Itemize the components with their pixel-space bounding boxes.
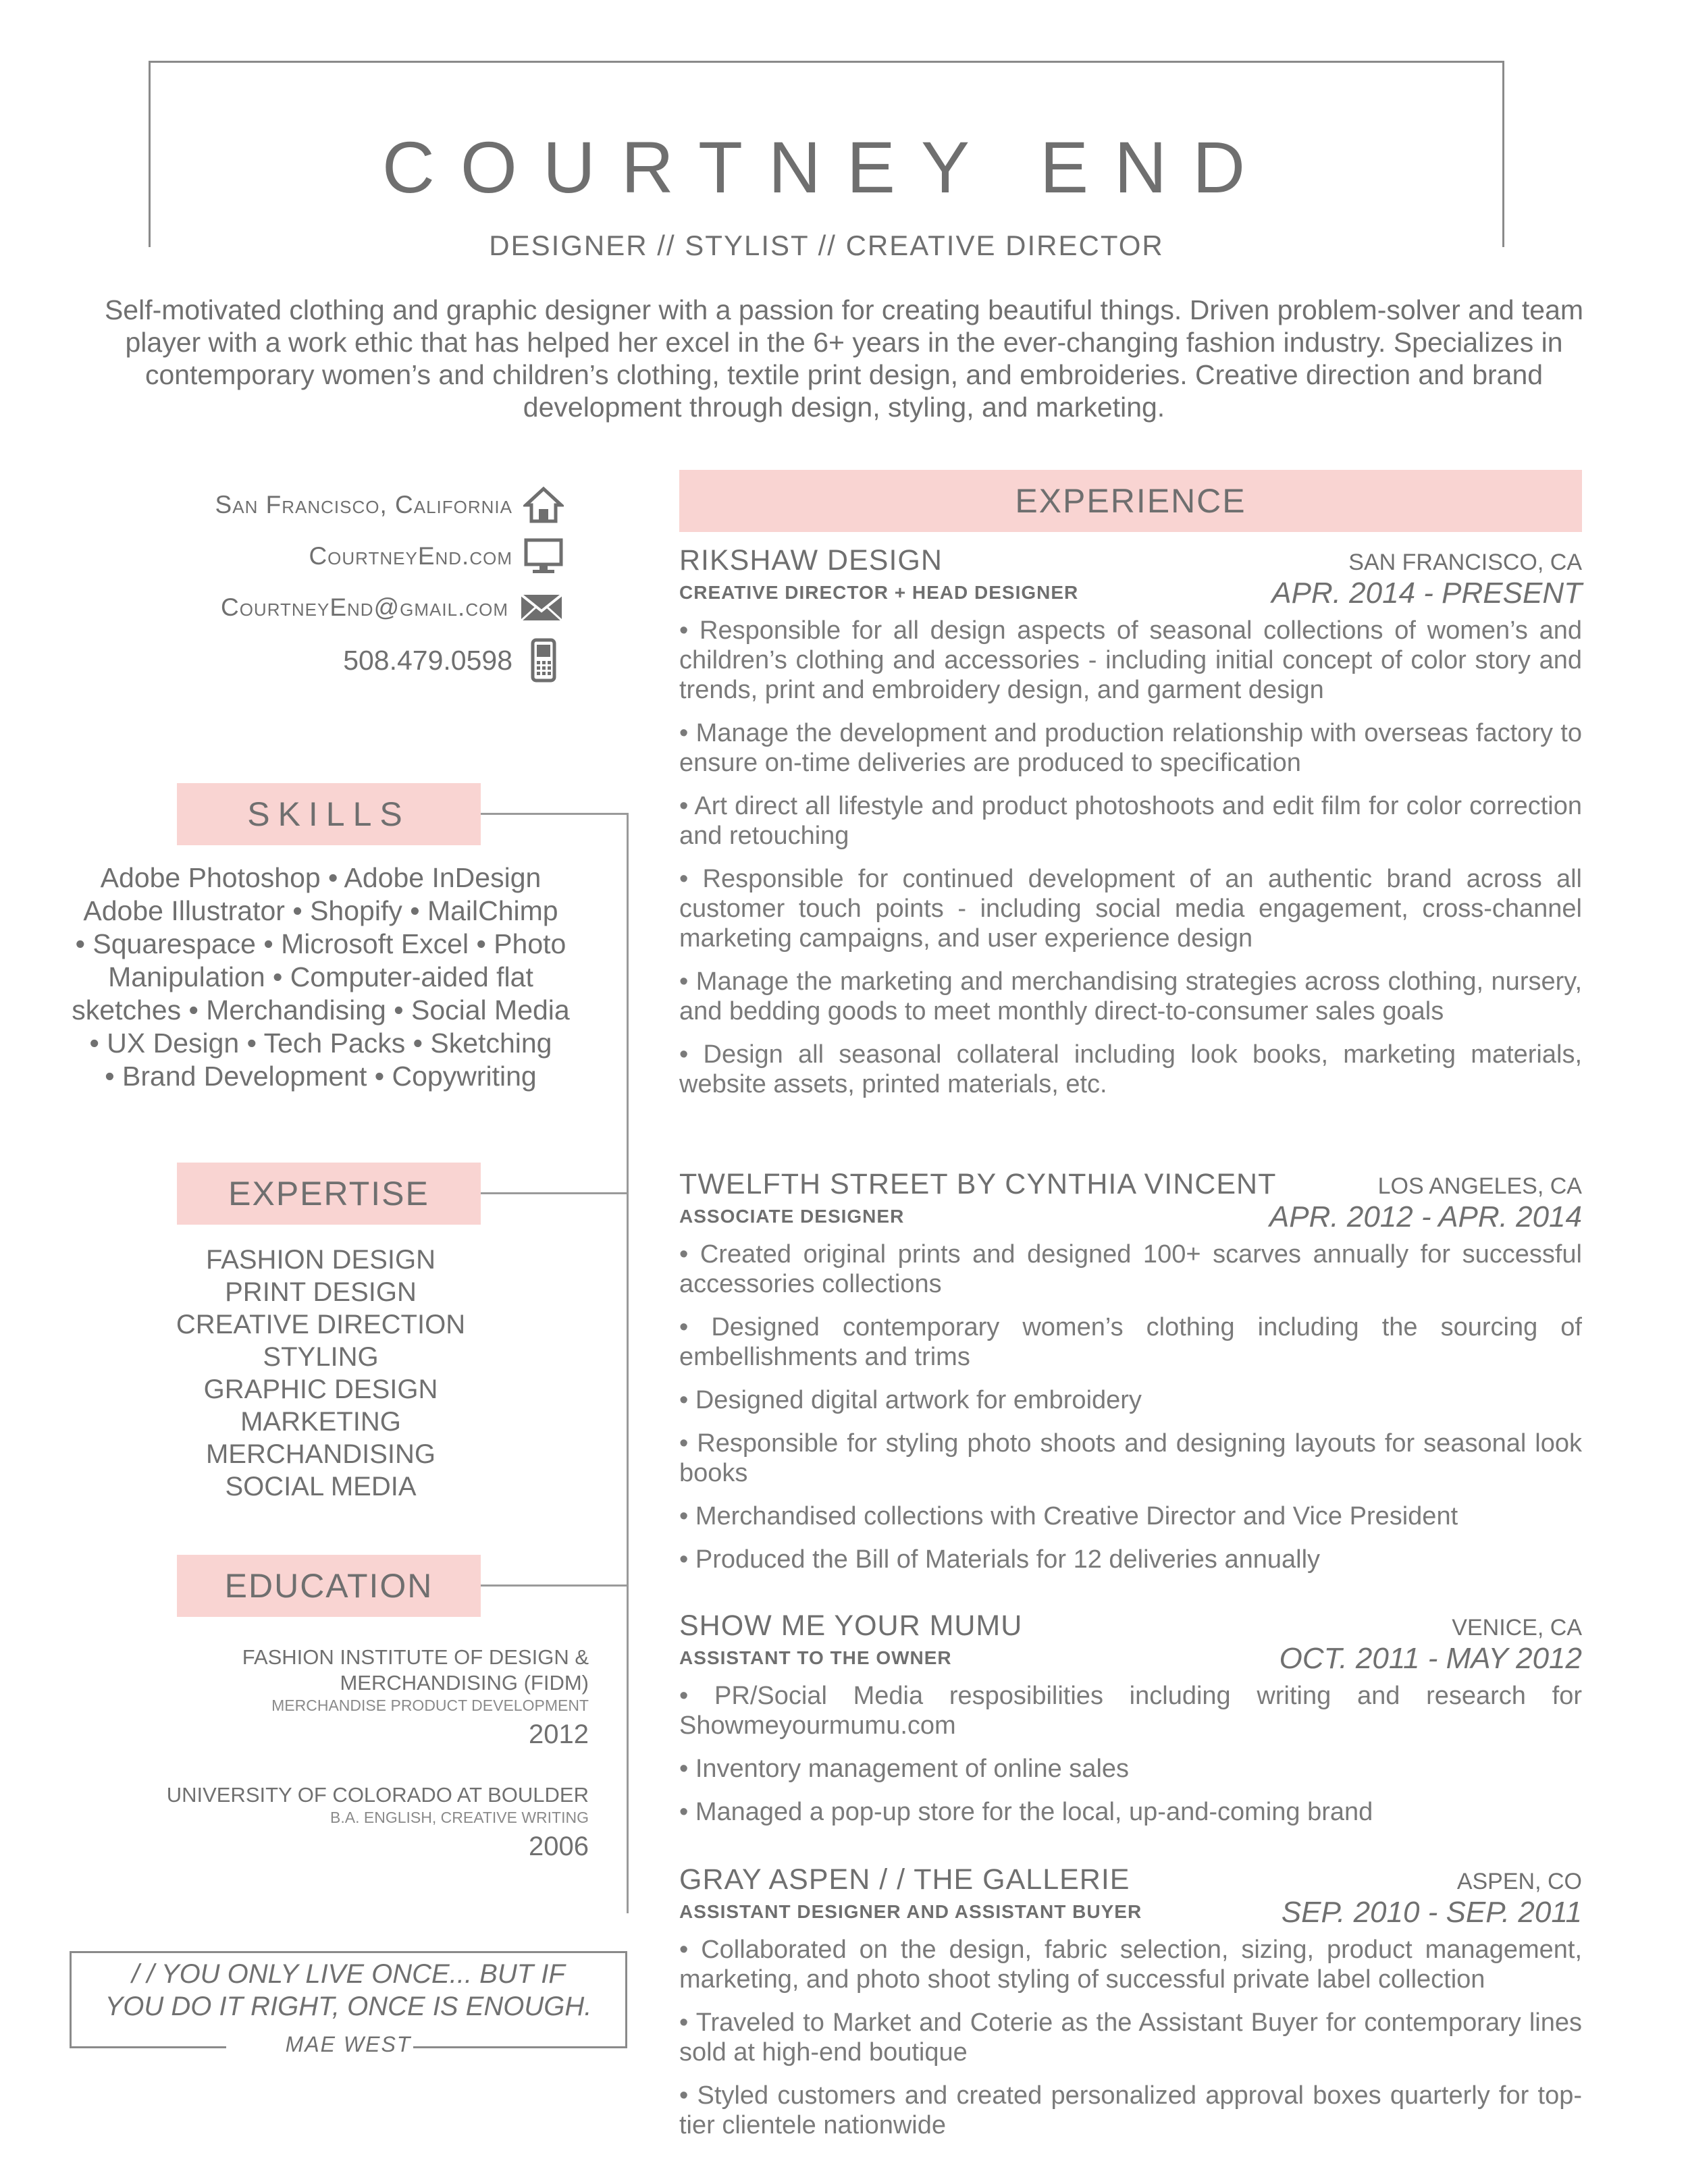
school-name-cont: MERCHANDISING (FIDM) <box>340 1671 589 1695</box>
expertise-item: MARKETING <box>240 1407 401 1437</box>
job-bullet: • Manage the development and production relationship with overseas factory to ensure on-time deliveries are produced to specification <box>679 719 1582 777</box>
job-bullet: • Created original prints and designed 100+ scarves annually for successful accessories collections <box>679 1240 1582 1298</box>
job-bullet: • Responsible for all design aspects of seasonal collections of women’s and children’s clothing and accessories - including initial concept of color story and trends, print and embroidery design, and garment design <box>679 616 1582 704</box>
skills-line: • Brand Development • Copywriting <box>105 1061 537 1092</box>
school-name: FASHION INSTITUTE OF DESIGN & <box>242 1645 589 1669</box>
quote-line: / / YOU ONLY LIVE ONCE... BUT IF <box>132 1959 565 1989</box>
skills-line: Adobe Photoshop • Adobe InDesign <box>100 862 542 893</box>
degree-text: MERCHANDISE PRODUCT DEVELOPMENT <box>271 1697 589 1714</box>
job-role: ASSISTANT TO THE OWNER <box>679 1647 952 1668</box>
website-link[interactable]: CourtneyEnd.com <box>309 542 512 570</box>
job-bullet: • Collaborated on the design, fabric selection, sizing, product management, marketing, and photo shoot styling of successful private label collection <box>679 1936 1582 1994</box>
graduation-year: 2012 <box>529 1720 589 1749</box>
job-bullet: • Managed a pop-up store for the local, up-and-coming brand <box>679 1798 1373 1826</box>
email-link[interactable]: CourtneyEnd@gmail.com <box>220 593 508 621</box>
job-location: ASPEN, CO <box>1456 1869 1582 1894</box>
skills-line: Manipulation • Computer-aided flat <box>108 961 533 992</box>
contact-location <box>215 486 564 524</box>
school-name: UNIVERSITY OF COLORADO AT BOULDER <box>166 1783 589 1807</box>
job-location: LOS ANGELES, CA <box>1377 1173 1582 1199</box>
job-dates: SEP. 2010 - SEP. 2011 <box>1281 1896 1582 1929</box>
expertise-connector <box>481 1192 629 1194</box>
expertise-item: GRAPHIC DESIGN <box>203 1375 438 1404</box>
job-role: ASSOCIATE DESIGNER <box>679 1206 905 1227</box>
expertise-heading: EXPERTISE <box>177 1163 481 1225</box>
education-heading: EDUCATION <box>177 1555 481 1617</box>
expertise-item: MERCHANDISING <box>205 1439 436 1469</box>
job-dates: OCT. 2011 - MAY 2012 <box>1279 1642 1582 1675</box>
home-icon <box>523 486 564 524</box>
skills-connector <box>481 813 629 815</box>
job-gray-aspen <box>679 1863 1582 2154</box>
expertise-list <box>115 1244 527 1503</box>
expertise-item: SOCIAL MEDIA <box>225 1472 417 1501</box>
monitor-icon <box>523 537 564 575</box>
education-connector <box>481 1584 629 1587</box>
skills-line: • UX Design • Tech Packs • Sketching <box>89 1028 552 1059</box>
company-name: TWELFTH STREET BY CYNTHIA VINCENT <box>679 1168 1277 1200</box>
phone-number[interactable]: 508.479.0598 <box>343 644 512 676</box>
job-bullet: • Designed contemporary women’s clothing including the sourcing of embellishments and trims <box>679 1313 1582 1371</box>
skills-list <box>34 861 608 1093</box>
contact-website[interactable] <box>309 537 564 575</box>
job-role: CREATIVE DIRECTOR + HEAD DESIGNER <box>679 582 1079 603</box>
job-bullet: • Art direct all lifestyle and product photoshoots and edit film for color correction and retouching <box>679 792 1582 850</box>
job-bullet: • Merchandised collections with Creative Director and Vice President <box>679 1502 1458 1530</box>
expertise-item: PRINT DESIGN <box>225 1277 417 1307</box>
job-bullet: • Responsible for continued development of an authentic brand across all customer touch points - including social media engagement, cross-channel marketing campaigns, and user experience design <box>679 865 1582 953</box>
job-show-me-your-mumu <box>679 1609 1582 1840</box>
degree-text: B.A. ENGLISH, CREATIVE WRITING <box>330 1809 589 1826</box>
skills-heading: SKILLS <box>177 783 481 845</box>
quote-line: YOU DO IT RIGHT, ONCE IS ENOUGH. <box>105 1992 592 2021</box>
company-name: GRAY ASPEN / / THE GALLERIE <box>679 1863 1130 1896</box>
company-name: RIKSHAW DESIGN <box>679 544 943 577</box>
job-location: SAN FRANCISCO, CA <box>1348 550 1582 575</box>
phone-icon <box>523 638 564 683</box>
job-bullet: • Produced the Bill of Materials for 12 deliveries annually <box>679 1545 1321 1574</box>
job-bullet: • PR/Social Media resposibilities including writing and research for Showmeyourmumu.com <box>679 1682 1582 1740</box>
job-dates: APR. 2012 - APR. 2014 <box>1269 1200 1582 1233</box>
location-text: San Francisco, California <box>215 491 512 518</box>
experience-heading: EXPERIENCE <box>679 470 1582 532</box>
job-rikshaw <box>679 544 1582 1113</box>
expertise-item: STYLING <box>263 1342 379 1372</box>
company-name: SHOW ME YOUR MUMU <box>679 1609 1023 1642</box>
job-twelfth-street <box>679 1168 1582 1588</box>
job-location: VENICE, CA <box>1452 1615 1582 1641</box>
contact-email[interactable] <box>221 589 564 627</box>
skills-line: sketches • Merchandising • Social Media <box>72 994 570 1026</box>
job-bullet: • Traveled to Market and Coterie as the Assistant Buyer for contemporary lines sold at high-end boutique <box>679 2008 1582 2067</box>
job-bullet: • Responsible for styling photo shoots and designing layouts for seasonal look books <box>679 1429 1582 1487</box>
job-bullet: • Inventory management of online sales <box>679 1755 1130 1783</box>
education-entry-fidm <box>242 1645 589 1754</box>
job-dates: APR. 2014 - PRESENT <box>1271 577 1582 610</box>
timeline-line <box>627 814 629 1913</box>
summary-paragraph: Self-motivated clothing and graphic designer with a passion for creating beautiful things. Driven problem-solver and team player with a work ethic that has helped her excel in the 6+ years in the ever-changing fashion industry. Specializes in contemporary women’s and children’s clothing, textile print design, and embroideries. Creative direction and brand development through design, styling, and marketing. <box>104 294 1584 423</box>
envelope-icon <box>519 591 564 624</box>
skills-line: Adobe Illustrator • Shopify • MailChimp <box>83 895 558 926</box>
graduation-year: 2006 <box>529 1832 589 1861</box>
job-role: ASSISTANT DESIGNER AND ASSISTANT BUYER <box>679 1901 1142 1922</box>
quote-text <box>70 1958 627 2023</box>
expertise-item: CREATIVE DIRECTION <box>176 1310 466 1339</box>
expertise-item: FASHION DESIGN <box>205 1245 436 1275</box>
job-bullet: • Designed digital artwork for embroidery <box>679 1386 1142 1414</box>
contact-phone[interactable] <box>343 641 564 679</box>
resume-name: COURTNEY END <box>381 126 1271 208</box>
job-bullet: • Manage the marketing and merchandising strategies across clothing, nursery, and bedding goods to meet monthly direct-to-consumer sales goals <box>679 967 1582 1026</box>
resume-title: DESIGNER // STYLIST // CREATIVE DIRECTOR <box>489 230 1164 261</box>
quote-author: MAE WEST <box>285 2032 412 2056</box>
skills-line: • Squarespace • Microsoft Excel • Photo <box>75 928 566 959</box>
education-entry-colorado <box>167 1782 589 1866</box>
job-bullet: • Styled customers and created personalized approval boxes quarterly for top-tier clientele nationwide <box>679 2081 1582 2139</box>
job-bullet: • Design all seasonal collateral including look books, marketing materials, website assets, printed materials, etc. <box>679 1040 1582 1098</box>
